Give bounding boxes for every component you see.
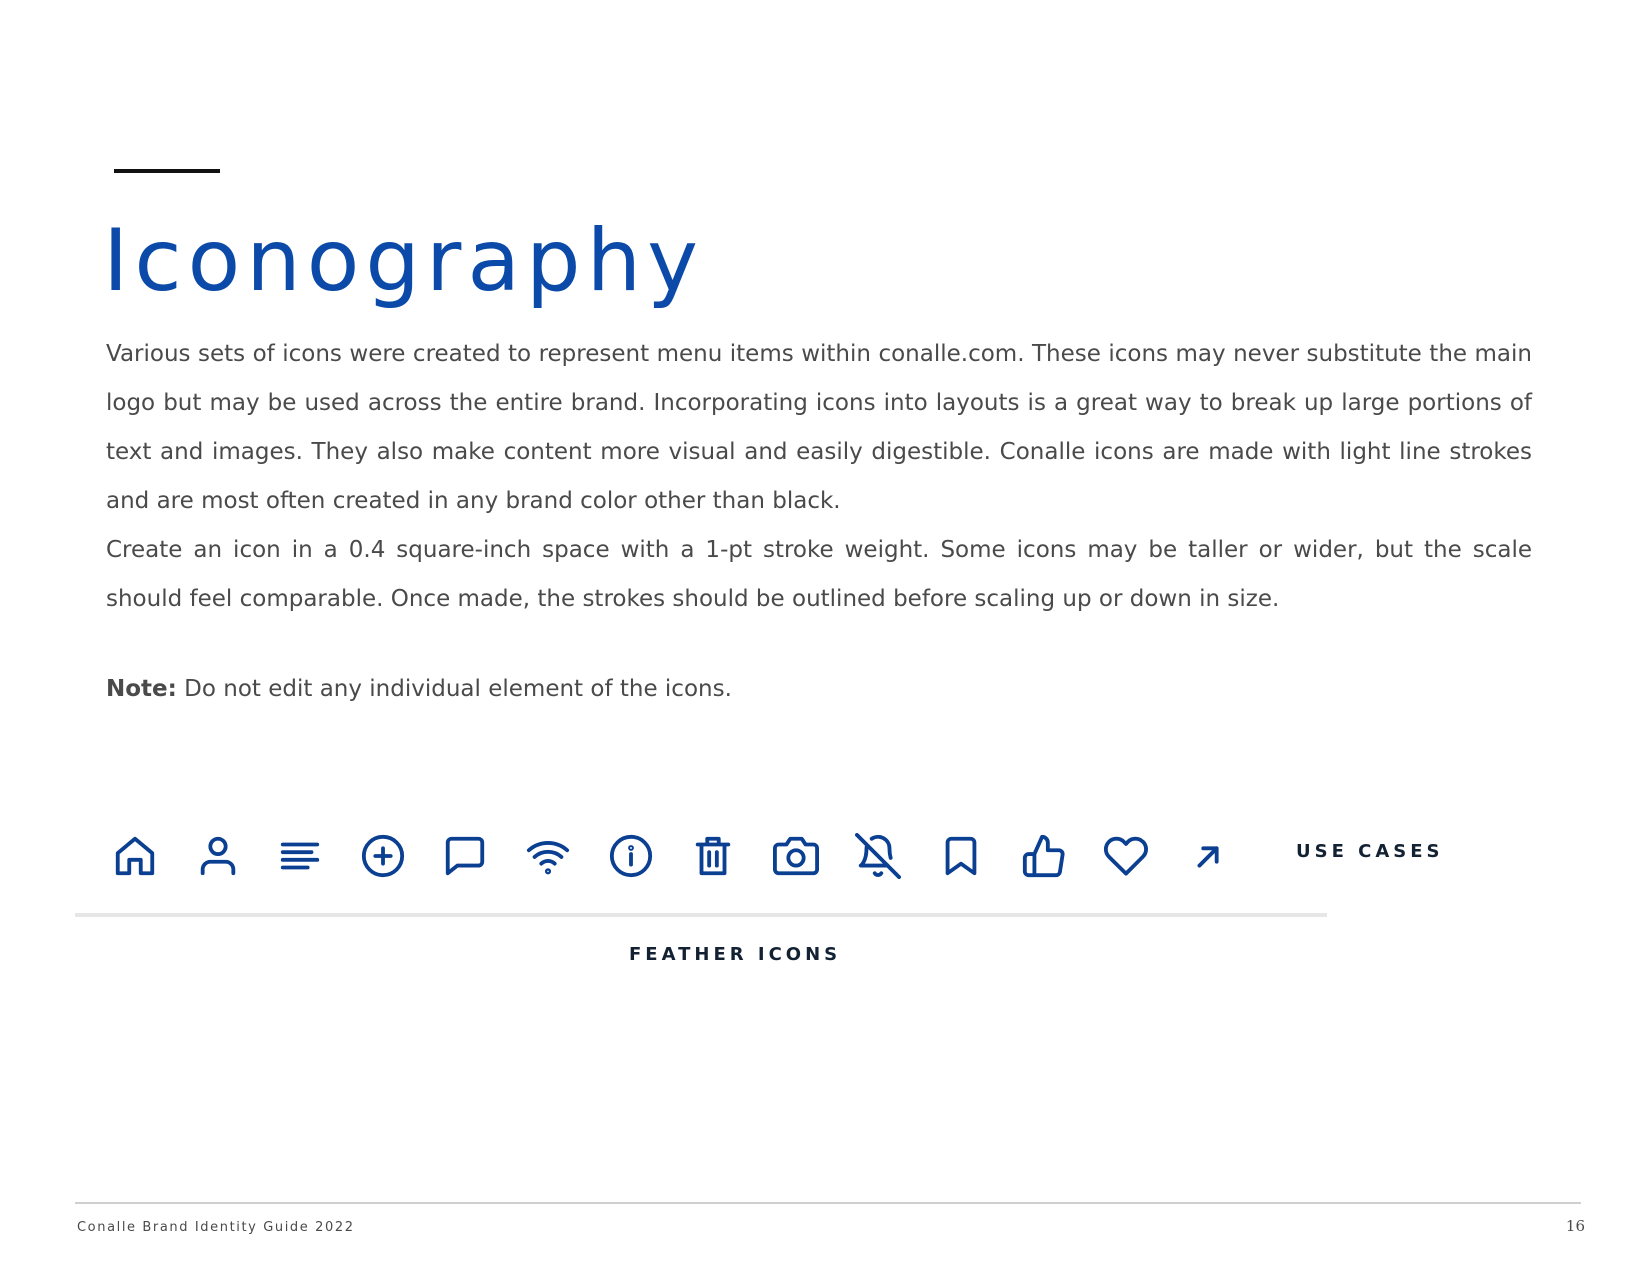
note-label: Note: <box>106 676 177 702</box>
info-icon <box>608 828 691 884</box>
body-paragraph: Create an icon in a 0.4 square-inch space with a 1-pt stroke weight. Some icons may be taller or wider, but the scale should feel comparable. Once made, the strokes should be outlined before scaling up or down in size. <box>106 537 1532 612</box>
note <box>106 665 732 714</box>
camera-icon <box>773 828 856 884</box>
wifi-icon <box>525 828 608 884</box>
plus-circle-icon <box>360 828 443 884</box>
page-title: Iconography <box>103 211 705 311</box>
icons-divider <box>75 913 1327 917</box>
trash-icon <box>690 828 773 884</box>
align-left-icon <box>277 828 360 884</box>
footer-text: Conalle Brand Identity Guide 2022 <box>77 1220 355 1235</box>
feather-icon-row <box>112 828 1268 884</box>
feather-icons-label: FEATHER ICONS <box>629 944 842 965</box>
arrow-up-right-icon <box>1186 828 1269 884</box>
body-paragraph: Various sets of icons were created to represent menu items within conalle.com. These icons may never substitute the main logo but may be used across the entire brand. Incorporating icons into layouts is a great way to break up large portions of text and images. They also make content more visual and easily digestible. Conalle icons are made with light line strokes and are most often created in any brand color other than black. <box>106 341 1532 514</box>
title-accent-bar <box>114 169 220 173</box>
use-cases-label: USE CASES <box>1296 841 1444 862</box>
bookmark-icon <box>938 828 1021 884</box>
message-square-icon <box>442 828 525 884</box>
body-copy <box>106 330 1532 624</box>
page-number: 16 <box>1565 1217 1585 1235</box>
thumbs-up-icon <box>1021 828 1104 884</box>
heart-icon <box>1103 828 1186 884</box>
home-icon <box>112 828 195 884</box>
note-text: Do not edit any individual element of the icons. <box>176 676 732 702</box>
user-icon <box>195 828 278 884</box>
footer-divider <box>75 1202 1581 1204</box>
bell-off-icon <box>855 828 938 884</box>
